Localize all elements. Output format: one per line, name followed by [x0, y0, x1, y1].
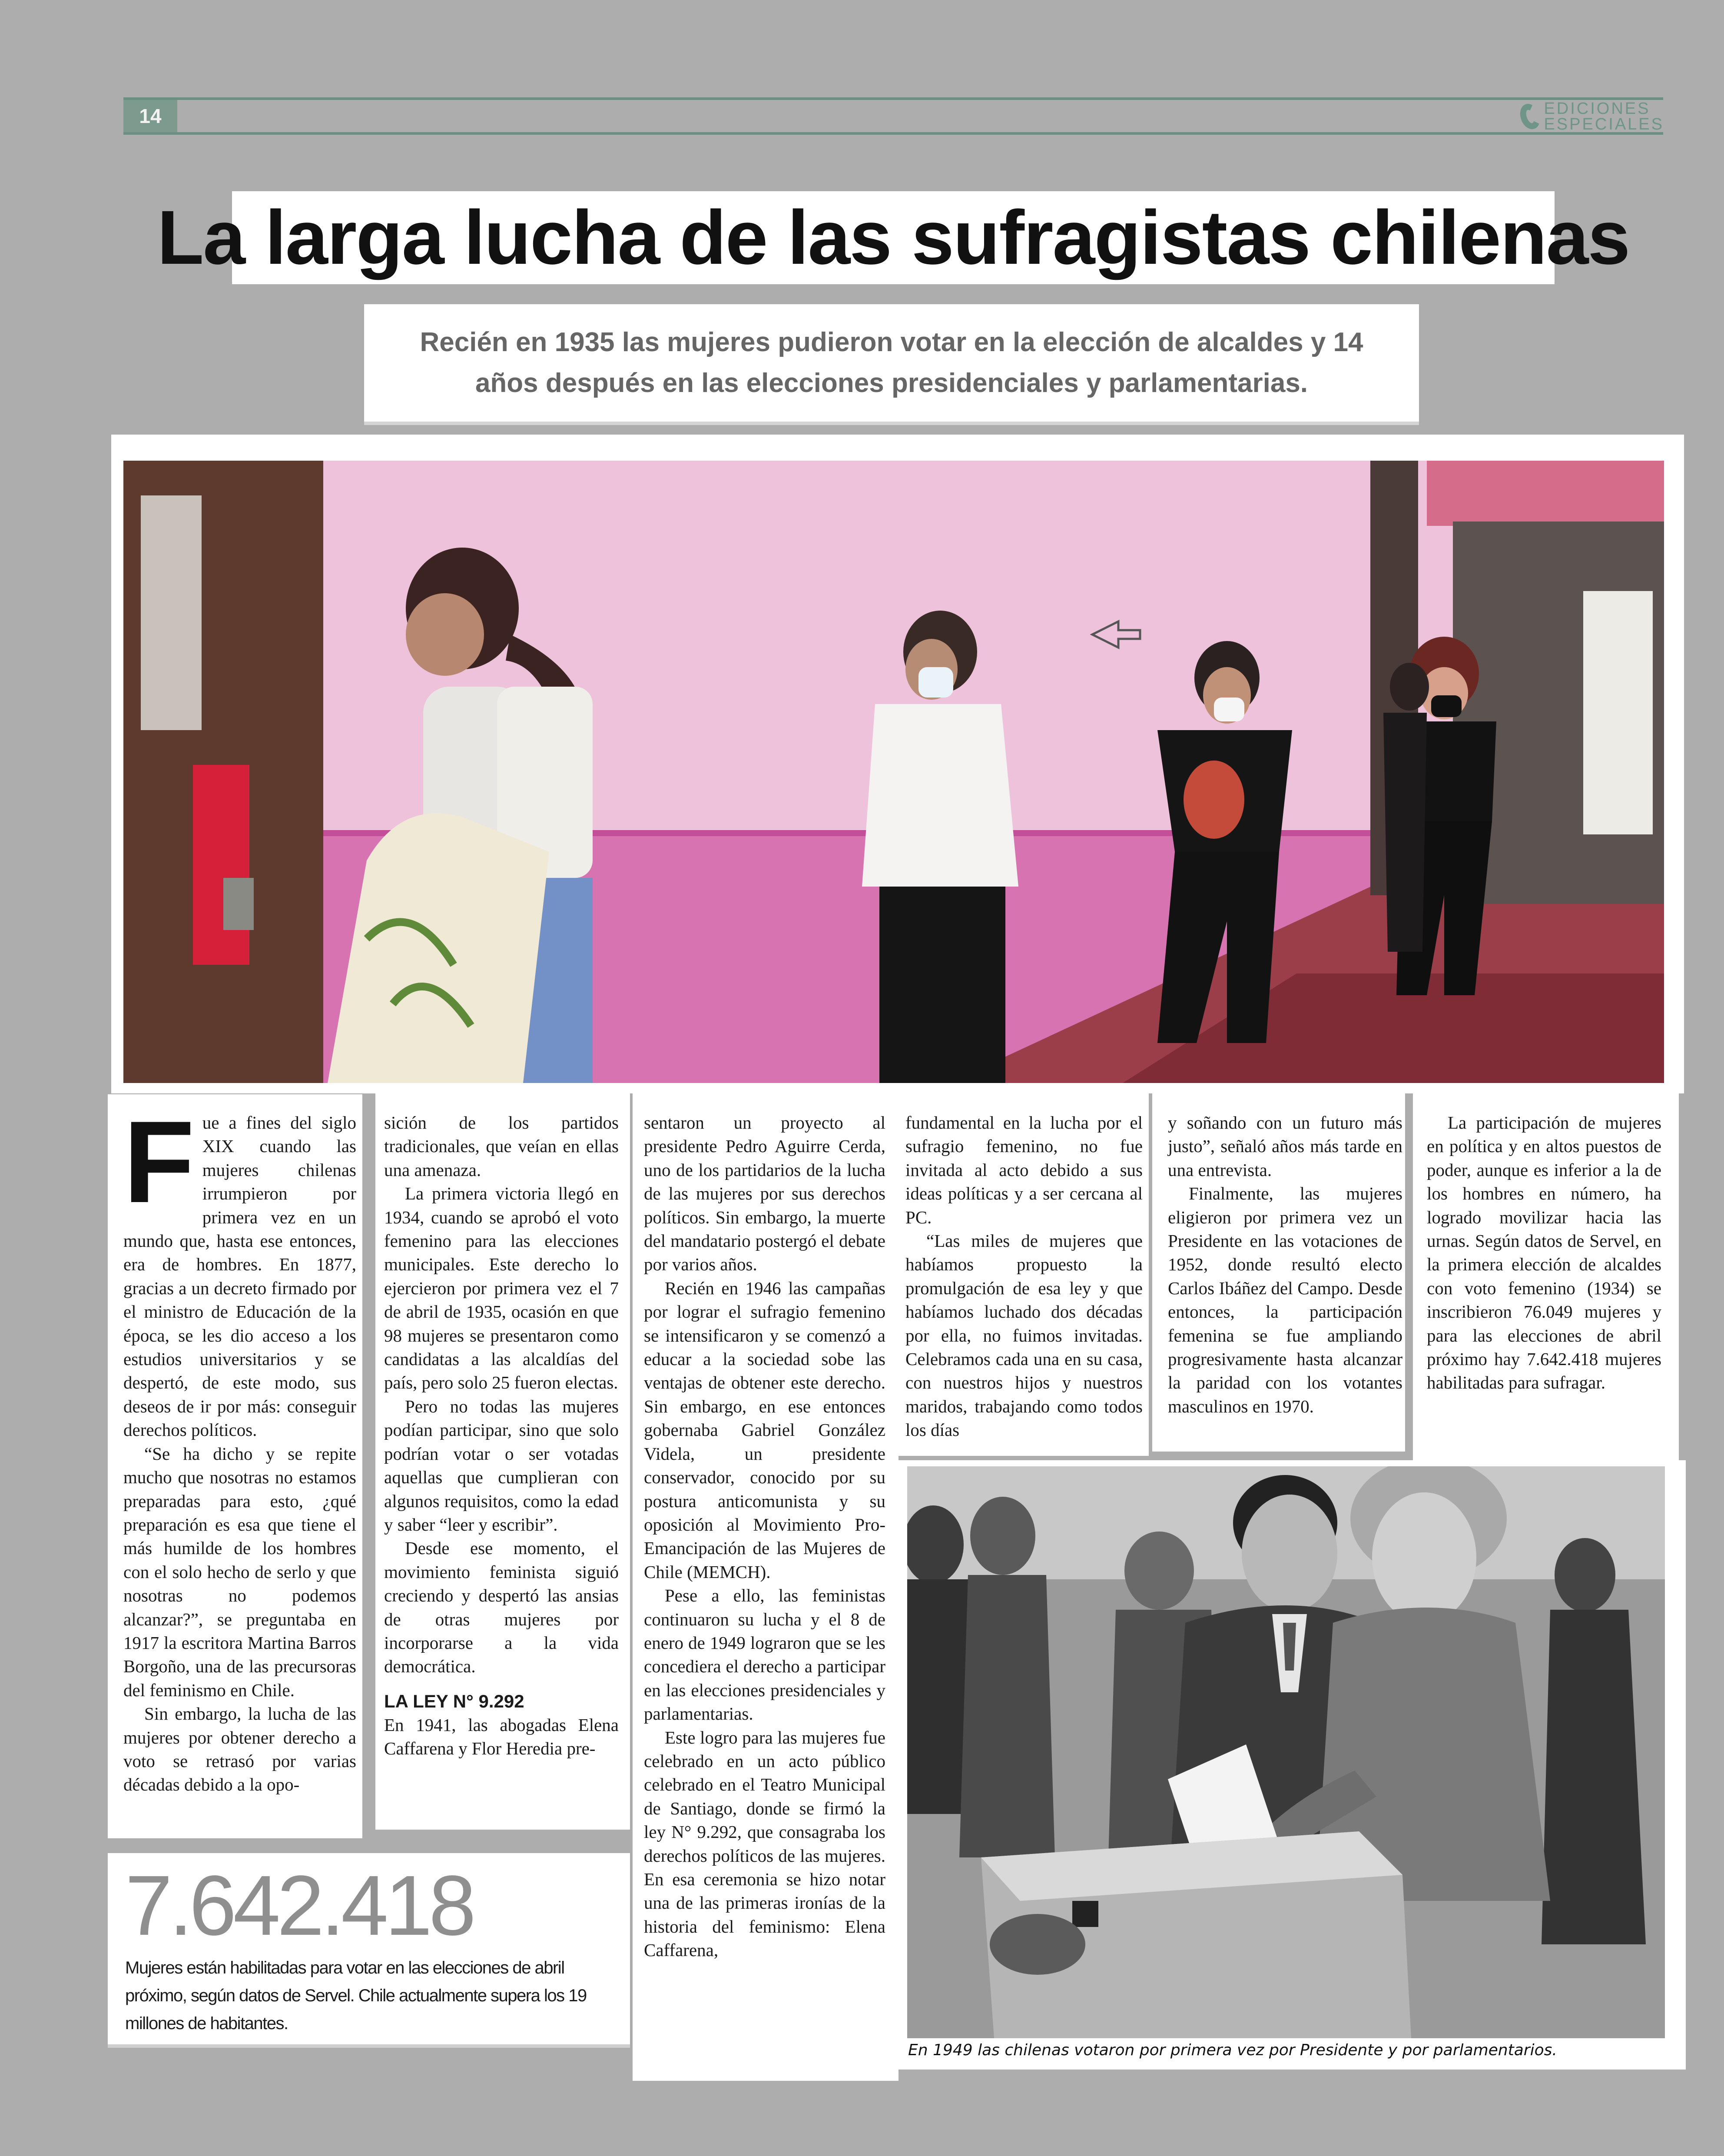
stat-description: Mujeres están habilitadas para votar en las elecciones de abril próximo, según datos de Servel. Chile actualmente supera los 19 millones de habitantes.: [125, 1958, 587, 2033]
col2-paragraph-2: La primera victoria llegó en 1934, cuando se aprobó el voto femenino para las elecciones municipales. Este derecho lo ejercieron por primera vez el 7 de abril de 1935, ocasión en que 98 mujeres se presentaron como candidatas a las alcaldías del país, pero solo 25 fueron electas.: [384, 1183, 619, 1393]
col2-paragraph-1: sición de los partidos tradicionales, que veían en ellas una amenaza.: [384, 1113, 619, 1180]
section-subhead: LA LEY N° 9.292: [384, 1691, 524, 1711]
subtitle: Recién en 1935 las mujeres pudieron votar en la elección de alcaldes y 14 años después en las elecciones presidenciales y parlamentarias.: [420, 327, 1363, 398]
brand-e-icon: [1517, 101, 1543, 132]
column-4: [905, 1111, 1143, 1442]
col3-paragraph-4: Este logro para las mujeres fue celebrado en un acto público celebrado en el Teatro Municipal de Santiago, donde se firmó la ley N° 9.292, que consagraba los derechos políticos de las mujeres. En esa ceremonia se hizo notar una de las primeras ironías de la historia del feminismo: Elena Caffarena,: [644, 1727, 885, 1960]
column-6: [1427, 1111, 1661, 1395]
header-rule: [123, 97, 1663, 135]
headline: La larga lucha de las sufragistas chilenas: [157, 195, 1630, 280]
drop-cap: F: [123, 1096, 195, 1227]
col1-paragraph-3: Sin embargo, la lucha de las mujeres por obtener derecho a voto se retrasó por varias décadas debido a la opo-: [123, 1704, 356, 1795]
col4-paragraph-2: “Las miles de mujeres que habíamos propuesto la promulgación de esa ley y que habíamos luchado dos décadas por ella, no fuimos invitadas. Celebramos cada una en su casa, con nuestros hijos y nuestros maridos, trabajando como todos los días: [905, 1231, 1143, 1440]
column-5: [1168, 1111, 1402, 1418]
col3-paragraph-1: sentaron un proyecto al presidente Pedro Aguirre Cerda, uno de los partidarios de la lucha de las mujeres por sus derechos políticos. Sin embargo, la muerte del mandatario postergó el debate por varios años.: [644, 1113, 885, 1275]
brand-text: [1544, 101, 1664, 132]
page-number: 14: [123, 100, 177, 132]
photo-caption: En 1949 las chilenas votaron por primera vez por Presidente y por parlamentarios.: [908, 2041, 1557, 2059]
col4-paragraph-1: fundamental en la lucha por el sufragio femenino, no fue invitada al acto debido a sus ideas políticas y a ser cercana al PC.: [905, 1113, 1143, 1227]
column-3: [644, 1111, 885, 1962]
column-1: [123, 1096, 356, 1797]
col3-paragraph-2: Recién en 1946 las campañas por lograr el sufragio femenino se intensificaron y se comenzó a educar a la sociedad sobe las ventajas de obtener este derecho. Sin embargo, en ese entonces gobernaba Gabriel González Videla, un presidente conservador, conocido por su postura anticomunista y su oposición al Movimiento Pro-Emancipación de las Mujeres de Chile (MEMCH).: [644, 1278, 885, 1582]
main-photo-voters-queue: [123, 461, 1664, 1083]
col2-paragraph-4: Desde ese momento, el movimiento feminista siguió creciendo y despertó las ansias de otras mujeres por incorporarse a la vida democrática.: [384, 1538, 619, 1677]
col5-paragraph-2: Finalmente, las mujeres eligieron por primera vez un Presidente en las votaciones de 1952, donde resultó electo Carlos Ibáñez del Campo. Desde entonces, la participación femenina se fue ampliando progresivamente hasta alcanzar la paridad con los votantes masculinos en 1970.: [1168, 1183, 1402, 1416]
col2-paragraph-5: En 1941, las abogadas Elena Caffarena y Flor Heredia pre-: [384, 1714, 619, 1759]
subtitle-box: [364, 304, 1419, 425]
col5-paragraph-1: y soñando con un futuro más justo”, señaló años más tarde en una entrevista.: [1168, 1113, 1402, 1180]
historic-photo-1949-vote: [907, 1466, 1665, 2038]
col6-paragraph-1: La participación de mujeres en política y en altos puestos de poder, aunque es inferior a la de los hombres en número, ha logrado movilizar hacia las urnas. Según datos de Servel, en la primera elección de alcaldes con voto femenino (1934) se inscribieron 76.049 mujeres y para las elecciones de abril próximo hay 7.642.418 mujeres habilitadas para sufragar.: [1427, 1113, 1661, 1393]
col1-paragraph-1: [123, 1096, 356, 1442]
brand-logo: [1521, 99, 1664, 134]
stat-number: 7.642.418: [125, 1858, 473, 1953]
col2-paragraph-3: Pero no todas las mujeres podían participar, sino que solo podrían votar o ser votadas aquellas que cumplieran con algunos requisitos, como la edad y saber “leer y escribir”.: [384, 1396, 619, 1535]
column-2: [384, 1111, 619, 1761]
brand-line1: EDICIONES: [1544, 100, 1651, 118]
brand-line2: ESPECIALES: [1544, 115, 1664, 133]
headline-box: [157, 191, 1630, 284]
col1-paragraph-2: “Se ha dicho y se repite mucho que nosotras no estamos preparadas para esto, ¿qué preparación es esa que tiene el más humilde de los hombres con el solo hecho de serlo y que nosotras no podemos alcanzar?”, se preguntaba en 1917 la escritora Martina Barros Borgoño, una de las precursoras del feminismo en Chile.: [123, 1443, 356, 1700]
col1-p1-text: ue a fines del siglo XIX cuando las mujeres chilenas irrumpieron por primera vez en un mundo que, hasta ese entonces, era de hombres. En 1877, gracias a un decreto firmado por el ministro de Educación de la época, se les dio acceso a los estudios universitarios y se despertó, de este modo, sus deseos de ir por más: conseguir derechos políticos.: [123, 1113, 356, 1440]
col3-paragraph-3: Pese a ello, las feministas continuaron su lucha y el 8 de enero de 1949 lograron que se les concediera el derecho a participar en las elecciones presidenciales y parlamentarias.: [644, 1585, 885, 1724]
